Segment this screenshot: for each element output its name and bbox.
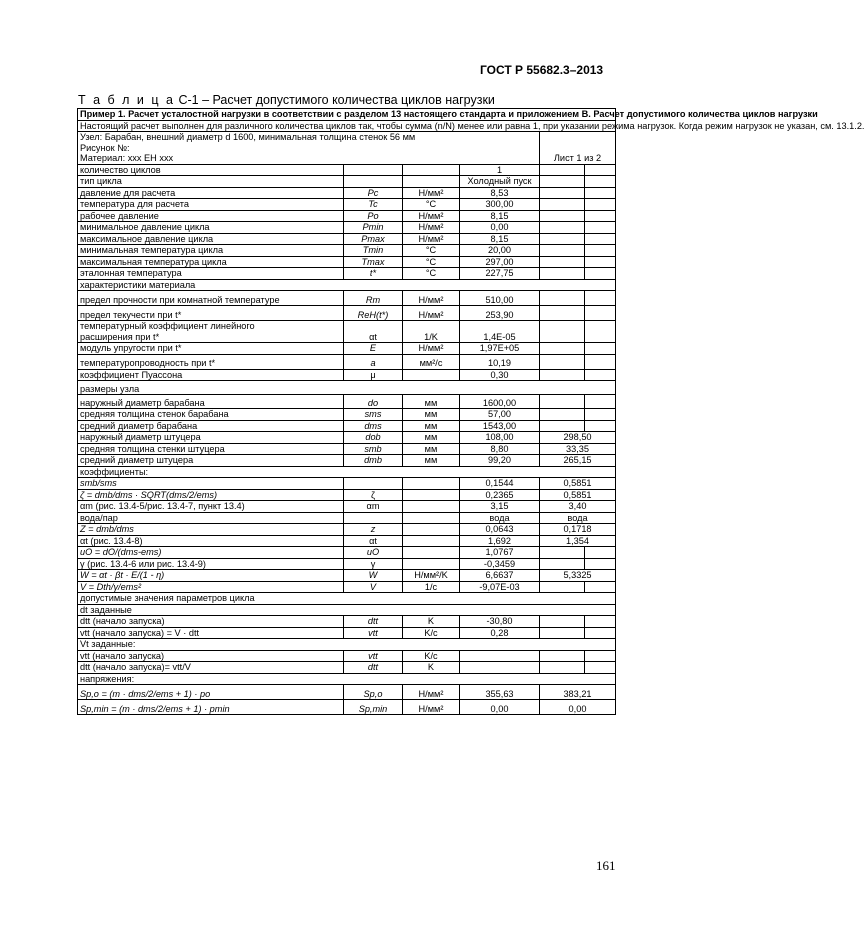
section-title: допустимые значения параметров цикла bbox=[78, 593, 616, 605]
row-name bbox=[78, 321, 344, 343]
row-name bbox=[78, 570, 344, 582]
row-value: 57,00 bbox=[460, 409, 540, 421]
row-name: vtt (начало запуска) bbox=[78, 650, 344, 662]
row-value: 8,15 bbox=[460, 210, 540, 222]
row-value: 3,15 bbox=[460, 501, 540, 513]
row-value: 8,15 bbox=[460, 233, 540, 245]
row-value: 108,00 bbox=[460, 432, 540, 444]
table-row bbox=[78, 210, 616, 222]
table-row bbox=[78, 535, 616, 547]
row-unit: мм²/с bbox=[403, 354, 460, 369]
row-symbol: dtt bbox=[367, 616, 379, 626]
row-symbol: dms bbox=[364, 420, 382, 431]
example-text: Настоящий расчет выполнен для различного количества циклов так, чтобы сумма (n/N) менее или равна 1, при указании режима нагрузок. Когда режим нагрузок не указан, см. 13.1.2. bbox=[78, 120, 616, 132]
row-name: средний диаметр барабана bbox=[78, 420, 344, 432]
table-row bbox=[78, 524, 616, 536]
table-row bbox=[78, 343, 616, 355]
section-title: Vt заданные: bbox=[78, 639, 616, 651]
row-value-2: 0,1718 bbox=[540, 524, 616, 536]
row-value: 0,00 bbox=[460, 700, 540, 715]
row-name bbox=[78, 478, 344, 490]
row-unit: Н/мм² bbox=[403, 187, 460, 199]
row-symbol: Tmin bbox=[362, 245, 384, 255]
row-unit: Н/мм² bbox=[403, 700, 460, 715]
row-symbol: E bbox=[369, 343, 377, 353]
row-unit: Н/мм²/K bbox=[403, 570, 460, 582]
row-symbol: ReH(t*) bbox=[357, 309, 389, 320]
row-name: предел текучести при t* bbox=[78, 306, 344, 321]
row-value: 0,00 bbox=[460, 222, 540, 234]
row-unit: K bbox=[403, 662, 460, 674]
row-value: 1600,00 bbox=[460, 395, 540, 409]
row-name: эталонная температура bbox=[78, 268, 344, 280]
row-value: 0,30 bbox=[460, 369, 540, 381]
row-symbol: smb bbox=[364, 443, 382, 454]
table-row bbox=[78, 164, 616, 176]
row-value-2: 33,35 bbox=[540, 443, 616, 455]
table-row bbox=[78, 489, 616, 501]
node-line-2: Рисунок №: bbox=[80, 142, 130, 153]
table-row bbox=[78, 176, 616, 188]
row-symbol: vtt bbox=[368, 650, 378, 661]
row-unit: мм bbox=[403, 432, 460, 444]
row-name: минимальное давление цикла bbox=[78, 222, 344, 234]
row-formula: ζ = dmb/dms · SQRT(dms/2/ems) bbox=[80, 489, 218, 500]
row-name: давление для расчета bbox=[78, 187, 344, 199]
row-value: 1,0767 bbox=[460, 547, 540, 559]
row-value-2: 265,15 bbox=[540, 455, 616, 467]
row-formula: V = Dth/γ/ems² bbox=[80, 581, 142, 592]
row-symbol: sms bbox=[364, 409, 382, 419]
row-value-2: 3,40 bbox=[540, 501, 616, 513]
row-symbol: Pmin bbox=[362, 222, 384, 232]
row-symbol: vtt bbox=[368, 627, 378, 638]
row-name: рабочее давление bbox=[78, 210, 344, 222]
row-value: 99,20 bbox=[460, 455, 540, 467]
row-unit: °С bbox=[403, 245, 460, 257]
row-formula: Sp,min = (m · dms/2/ems + 1) · pmin bbox=[80, 703, 230, 714]
row-value: 0,28 bbox=[460, 627, 540, 639]
section-row bbox=[78, 673, 616, 685]
table-row bbox=[78, 443, 616, 455]
row-formula: smb/sms bbox=[80, 478, 117, 488]
row-symbol: W bbox=[368, 570, 378, 580]
row-symbol: dob bbox=[365, 432, 381, 442]
row-value-2: 0,00 bbox=[540, 700, 616, 715]
page-number: 161 bbox=[596, 858, 616, 873]
row-name: количество циклов bbox=[78, 164, 344, 176]
row-unit: 1/c bbox=[403, 581, 460, 593]
row-unit: K/c bbox=[403, 650, 460, 662]
table-row bbox=[78, 199, 616, 211]
row-symbol: Pc bbox=[367, 187, 379, 198]
table-row bbox=[78, 395, 616, 409]
section-row bbox=[78, 279, 616, 291]
row-name bbox=[78, 700, 344, 715]
table-row bbox=[78, 570, 616, 582]
row-value: Холодный пуск bbox=[460, 176, 540, 188]
table-row bbox=[78, 245, 616, 257]
row-symbol: Tmax bbox=[361, 256, 385, 267]
row-symbol: γ bbox=[370, 558, 376, 569]
row-name: средняя толщина стенки штуцера bbox=[78, 443, 344, 455]
row-unit: °С bbox=[403, 199, 460, 211]
row-symbol: Rm bbox=[365, 294, 381, 305]
row-name: максимальное давление цикла bbox=[78, 233, 344, 245]
section-title: коэффициенты: bbox=[78, 466, 616, 478]
row-symbol: z bbox=[370, 524, 376, 534]
row-value: 0,0643 bbox=[460, 524, 540, 536]
row-name bbox=[78, 547, 344, 559]
row-symbol: Pmax bbox=[361, 233, 385, 244]
table-row bbox=[78, 432, 616, 444]
table-row bbox=[78, 354, 616, 369]
section-row bbox=[78, 639, 616, 651]
row-unit: °С bbox=[403, 256, 460, 268]
section-row bbox=[78, 381, 616, 395]
table-row bbox=[78, 409, 616, 421]
row-name bbox=[78, 489, 344, 501]
table-row bbox=[78, 187, 616, 199]
row-name: модуль упругости при t* bbox=[78, 343, 344, 355]
table-row bbox=[78, 291, 616, 306]
row-symbol: dtt bbox=[367, 662, 379, 672]
row-value: 1,4E-05 bbox=[460, 321, 540, 343]
row-value: 6,6637 bbox=[460, 570, 540, 582]
row-value: 297,00 bbox=[460, 256, 540, 268]
row-formula: uO = dO/(dms-ems) bbox=[80, 547, 162, 557]
table-row bbox=[78, 662, 616, 674]
row-symbol: μ bbox=[370, 369, 376, 380]
row-unit: мм bbox=[403, 395, 460, 409]
example-title-row bbox=[78, 109, 616, 121]
section-row bbox=[78, 593, 616, 605]
row-symbol: do bbox=[367, 397, 379, 408]
row-value-2: 383,21 bbox=[540, 685, 616, 700]
table-row bbox=[78, 478, 616, 490]
row-name bbox=[78, 581, 344, 593]
row-symbol: dmb bbox=[364, 455, 382, 465]
row-symbol: αm bbox=[366, 501, 380, 511]
row-value-2: 0,5851 bbox=[540, 478, 616, 490]
row-unit: мм bbox=[403, 443, 460, 455]
row-name: коэффициент Пуассона bbox=[78, 369, 344, 381]
row-formula: Z = dmb/dms bbox=[80, 524, 134, 534]
row-name-line-2: расширения при t* bbox=[80, 331, 160, 342]
row-unit: K bbox=[403, 616, 460, 628]
example-title: Пример 1. Расчет усталостной нагрузки в соответствии с разделом 13 настоящего стандарта и приложением В. Расчет допустимого количества циклов нагрузки bbox=[78, 109, 616, 121]
row-symbol: αt bbox=[369, 535, 377, 546]
row-value-2: 0,5851 bbox=[540, 489, 616, 501]
row-value-2: 298,50 bbox=[540, 432, 616, 444]
row-value: 1 bbox=[460, 164, 540, 176]
row-unit: Н/мм² bbox=[403, 343, 460, 355]
row-value-2: 5,3325 bbox=[540, 570, 616, 582]
row-name: тип цикла bbox=[78, 176, 344, 188]
row-value: 1543,00 bbox=[460, 420, 540, 432]
row-symbol: a bbox=[370, 358, 376, 368]
table-row bbox=[78, 700, 616, 715]
row-name: dtt (начало запуска)= vtt/V bbox=[78, 662, 344, 674]
row-name: температура для расчета bbox=[78, 199, 344, 211]
standard-number: ГОСТ Р 55682.3–2013 bbox=[480, 63, 604, 77]
row-symbol: uO bbox=[366, 547, 380, 557]
row-unit: Н/мм² bbox=[403, 685, 460, 700]
table-row bbox=[78, 581, 616, 593]
table-row bbox=[78, 501, 616, 513]
row-value-2: 1,354 bbox=[540, 535, 616, 547]
table-row bbox=[78, 558, 616, 570]
table-row bbox=[78, 222, 616, 234]
table-row bbox=[78, 369, 616, 381]
section-row bbox=[78, 604, 616, 616]
row-name: dtt (начало запуска) bbox=[78, 616, 344, 628]
table-row bbox=[78, 512, 616, 524]
row-unit: K/c bbox=[403, 627, 460, 639]
row-name: vtt (начало запуска) = V · dtt bbox=[78, 627, 344, 639]
example-text-row bbox=[78, 120, 616, 132]
row-symbol: Sp,min bbox=[358, 703, 388, 714]
table-row bbox=[78, 547, 616, 559]
row-symbol: Po bbox=[367, 210, 379, 221]
row-symbol: ζ bbox=[370, 489, 376, 500]
row-name: максимальная температура цикла bbox=[78, 256, 344, 268]
row-value: -9,07E-03 bbox=[460, 581, 540, 593]
row-unit: Н/мм² bbox=[403, 210, 460, 222]
table-row bbox=[78, 268, 616, 280]
row-name: температуропроводность при t* bbox=[78, 354, 344, 369]
section-title: характеристики материала bbox=[78, 279, 616, 291]
row-unit: мм bbox=[403, 455, 460, 467]
row-unit: Н/мм² bbox=[403, 291, 460, 306]
row-unit: мм bbox=[403, 409, 460, 421]
row-name: γ (рис. 13.4-6 или рис. 13.4-9) bbox=[78, 558, 344, 570]
row-value: -0,3459 bbox=[460, 558, 540, 570]
table-row bbox=[78, 685, 616, 700]
row-value: 8,80 bbox=[460, 443, 540, 455]
row-symbol: Sp,o bbox=[363, 688, 383, 699]
load-cycles-table bbox=[77, 108, 864, 715]
row-value: вода bbox=[460, 512, 540, 524]
row-name: наружный диаметр штуцера bbox=[78, 432, 344, 444]
row-name: вода/пар bbox=[78, 512, 344, 524]
row-value: 0,2365 bbox=[460, 489, 540, 501]
row-value: 1,692 bbox=[460, 535, 540, 547]
table-row bbox=[78, 650, 616, 662]
row-unit: мм bbox=[403, 420, 460, 432]
row-value: -30,80 bbox=[460, 616, 540, 628]
row-symbol: V bbox=[369, 581, 377, 592]
row-symbol: αt bbox=[369, 331, 377, 342]
node-info-row bbox=[78, 132, 616, 165]
row-name bbox=[78, 524, 344, 536]
node-info bbox=[78, 132, 540, 165]
row-symbol: t* bbox=[369, 268, 377, 278]
row-value: 10,19 bbox=[460, 354, 540, 369]
row-name: αt (рис. 13.4-8) bbox=[78, 535, 344, 547]
table-row bbox=[78, 420, 616, 432]
row-unit: Н/мм² bbox=[403, 222, 460, 234]
node-line-1: Узел: Барабан, внешний диаметр d 1600, минимальная толщина стенок 56 мм bbox=[80, 132, 416, 142]
row-name: αm (рис. 13.4-5/рис. 13.4-7, пункт 13.4) bbox=[78, 501, 344, 513]
table-row bbox=[78, 256, 616, 268]
table-row bbox=[78, 616, 616, 628]
table-row bbox=[78, 455, 616, 467]
row-unit: Н/мм² bbox=[403, 233, 460, 245]
row-value: 510,00 bbox=[460, 291, 540, 306]
table-row bbox=[78, 306, 616, 321]
table-row bbox=[78, 321, 616, 343]
row-value: 300,00 bbox=[460, 199, 540, 211]
row-unit: Н/мм² bbox=[403, 306, 460, 321]
caption-prefix: Т а б л и ц а bbox=[78, 93, 175, 107]
row-name: наружный диаметр барабана bbox=[78, 395, 344, 409]
row-name-line-1: температурный коэффициент линейного bbox=[80, 321, 255, 331]
row-value: 227,75 bbox=[460, 268, 540, 280]
table-row bbox=[78, 233, 616, 245]
row-value-2: вода bbox=[540, 512, 616, 524]
row-value: 253,90 bbox=[460, 306, 540, 321]
row-value: 0,1544 bbox=[460, 478, 540, 490]
caption-text: С-1 – Расчет допустимого количества циклов нагрузки bbox=[174, 93, 495, 107]
section-title: напряжения: bbox=[78, 673, 616, 685]
table-row bbox=[78, 627, 616, 639]
section-row bbox=[78, 466, 616, 478]
row-value: 20,00 bbox=[460, 245, 540, 257]
row-name: предел прочности при комнатной температуре bbox=[78, 291, 344, 306]
row-formula: Sp,o = (m · dms/2/ems + 1) · po bbox=[80, 688, 211, 699]
section-title: размеры узла bbox=[78, 381, 616, 395]
row-symbol: Tc bbox=[368, 199, 378, 209]
row-unit: °С bbox=[403, 268, 460, 280]
sheet-number: Лист 1 из 2 bbox=[540, 132, 616, 165]
row-unit: 1/K bbox=[403, 321, 460, 343]
node-line-3: Материал: ххх ЕН ххх bbox=[80, 153, 174, 163]
row-value: 355,63 bbox=[460, 685, 540, 700]
row-formula: W = αt · βt · E/(1 - η) bbox=[80, 570, 165, 580]
row-name: средний диаметр штуцера bbox=[78, 455, 344, 467]
row-name: средняя толщина стенок барабана bbox=[78, 409, 344, 421]
row-name: минимальная температура цикла bbox=[78, 245, 344, 257]
row-value: 8,53 bbox=[460, 187, 540, 199]
table-caption bbox=[78, 93, 495, 107]
section-title: dt заданные bbox=[78, 604, 616, 616]
row-name bbox=[78, 685, 344, 700]
row-value: 1,97E+05 bbox=[460, 343, 540, 355]
